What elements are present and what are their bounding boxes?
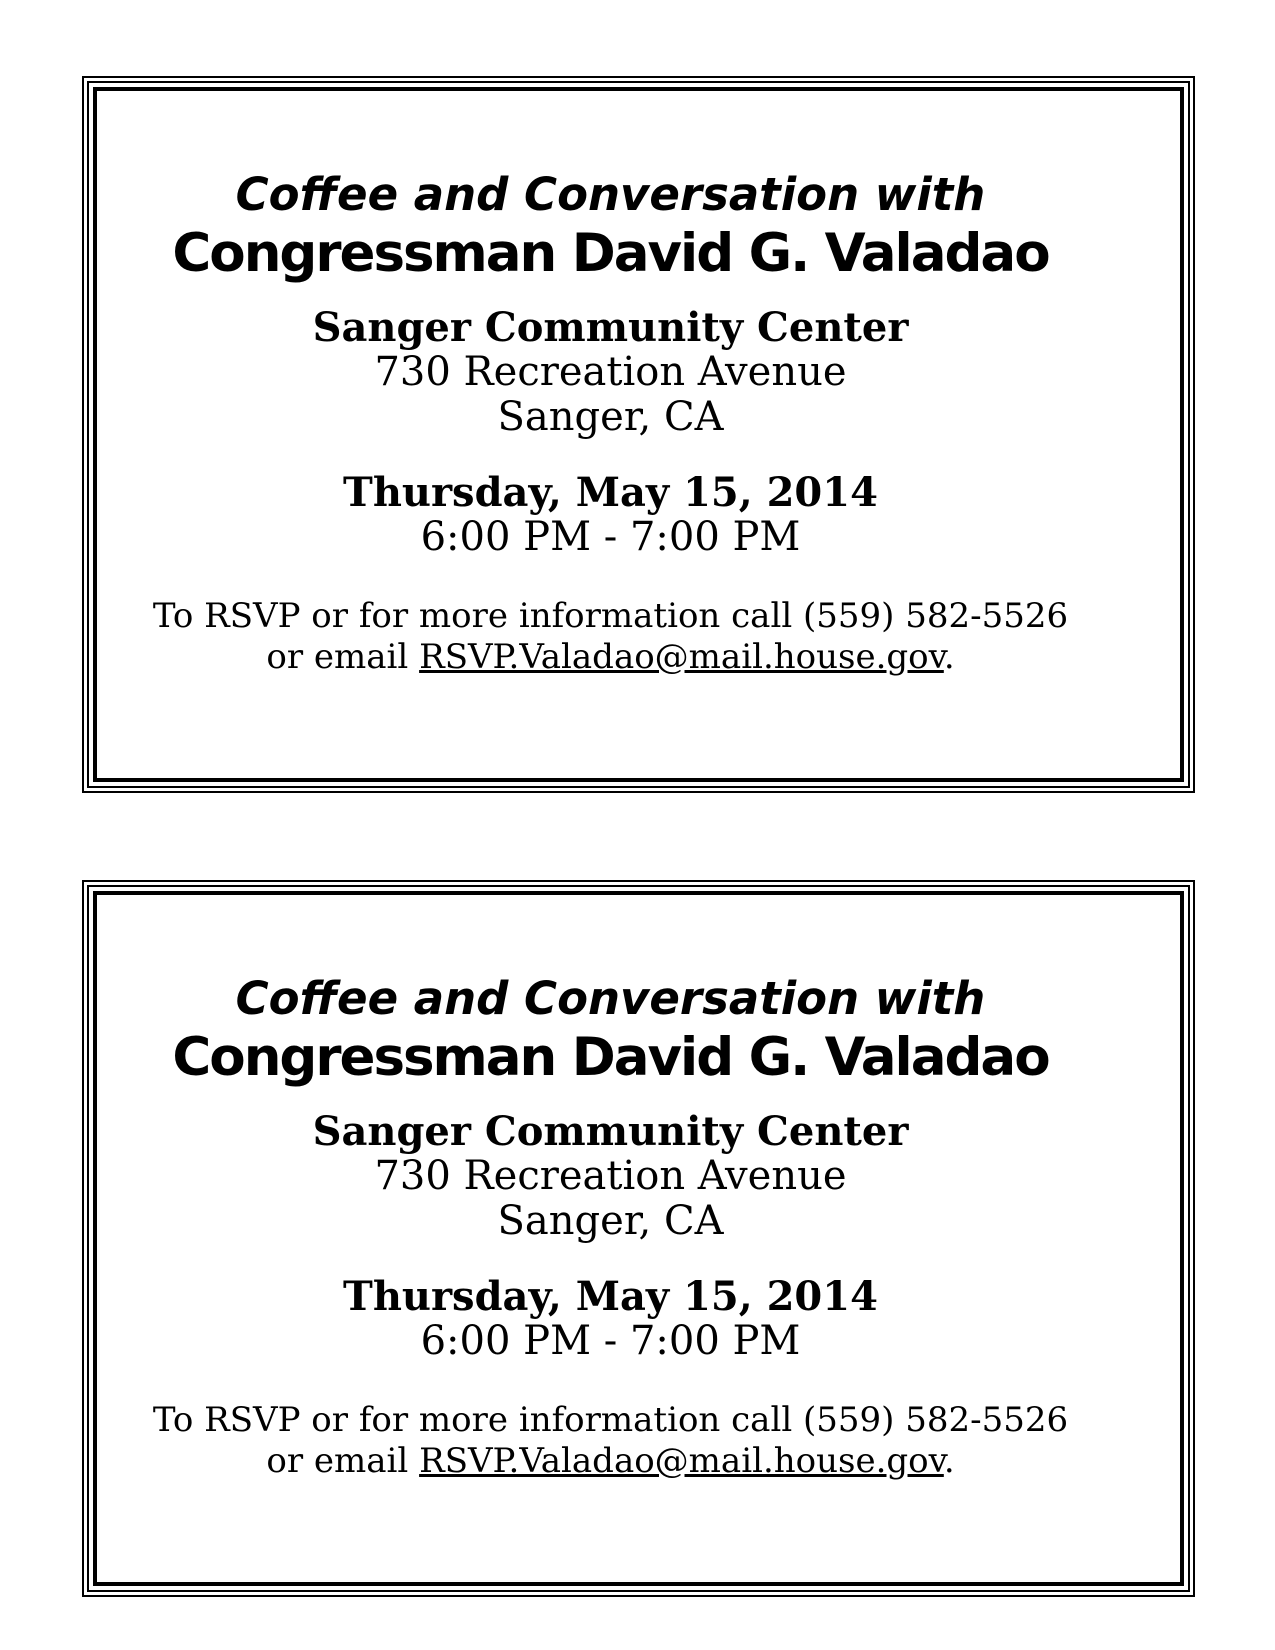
invitation-card-bottom [82, 880, 1195, 1597]
venue-city: Sanger, CA [497, 394, 724, 440]
event-time: 6:00 PM - 7:00 PM [420, 514, 801, 560]
rsvp-email-line-text: or email [266, 1441, 420, 1481]
rsvp-email-line-period: . [943, 637, 955, 677]
event-date: Thursday, May 15, 2014 [343, 1273, 878, 1320]
venue-block [107, 305, 1114, 440]
venue-address: 730 Recreation Avenue [374, 1153, 847, 1199]
rsvp-phone-line-text: To RSVP or for more information call [152, 596, 803, 636]
rsvp-phone-number: (559) 582-5526 [803, 1400, 1069, 1440]
congressman-name-heading: Congressman David G. Valadao [172, 1027, 1049, 1088]
venue-address: 730 Recreation Avenue [374, 349, 847, 395]
venue-name: Sanger Community Center [312, 1108, 909, 1155]
rsvp-phone-number: (559) 582-5526 [803, 596, 1069, 636]
rsvp-block [107, 596, 1114, 678]
rsvp-email-line [107, 1441, 1114, 1482]
rsvp-email-link[interactable]: RSVP.Valadao@mail.house.gov [419, 1441, 944, 1481]
card-border-middle [87, 81, 1190, 788]
card-border-inner [93, 87, 1184, 782]
rsvp-email-line-period: . [943, 1441, 955, 1481]
rsvp-phone-line [107, 1400, 1114, 1441]
event-datetime-block [107, 470, 1114, 560]
rsvp-email-line [107, 637, 1114, 678]
event-datetime-block [107, 1274, 1114, 1364]
venue-name: Sanger Community Center [312, 304, 909, 351]
congressman-name-heading: Congressman David G. Valadao [172, 223, 1049, 284]
card-border-middle [87, 885, 1190, 1592]
invitation-card-top [82, 76, 1195, 793]
event-time: 6:00 PM - 7:00 PM [420, 1318, 801, 1364]
card-border-outer [82, 880, 1195, 1597]
rsvp-phone-line [107, 596, 1114, 637]
rsvp-phone-line-text: To RSVP or for more information call [152, 1400, 803, 1440]
script-heading: Coffee and Conversation with [235, 168, 986, 221]
card-border-inner [93, 891, 1184, 1586]
venue-block [107, 1109, 1114, 1244]
rsvp-email-link[interactable]: RSVP.Valadao@mail.house.gov [419, 637, 944, 677]
rsvp-block [107, 1400, 1114, 1482]
rsvp-email-line-text: or email [266, 637, 420, 677]
card-border-outer [82, 76, 1195, 793]
venue-city: Sanger, CA [497, 1198, 724, 1244]
script-heading: Coffee and Conversation with [235, 972, 986, 1025]
event-date: Thursday, May 15, 2014 [343, 469, 878, 516]
